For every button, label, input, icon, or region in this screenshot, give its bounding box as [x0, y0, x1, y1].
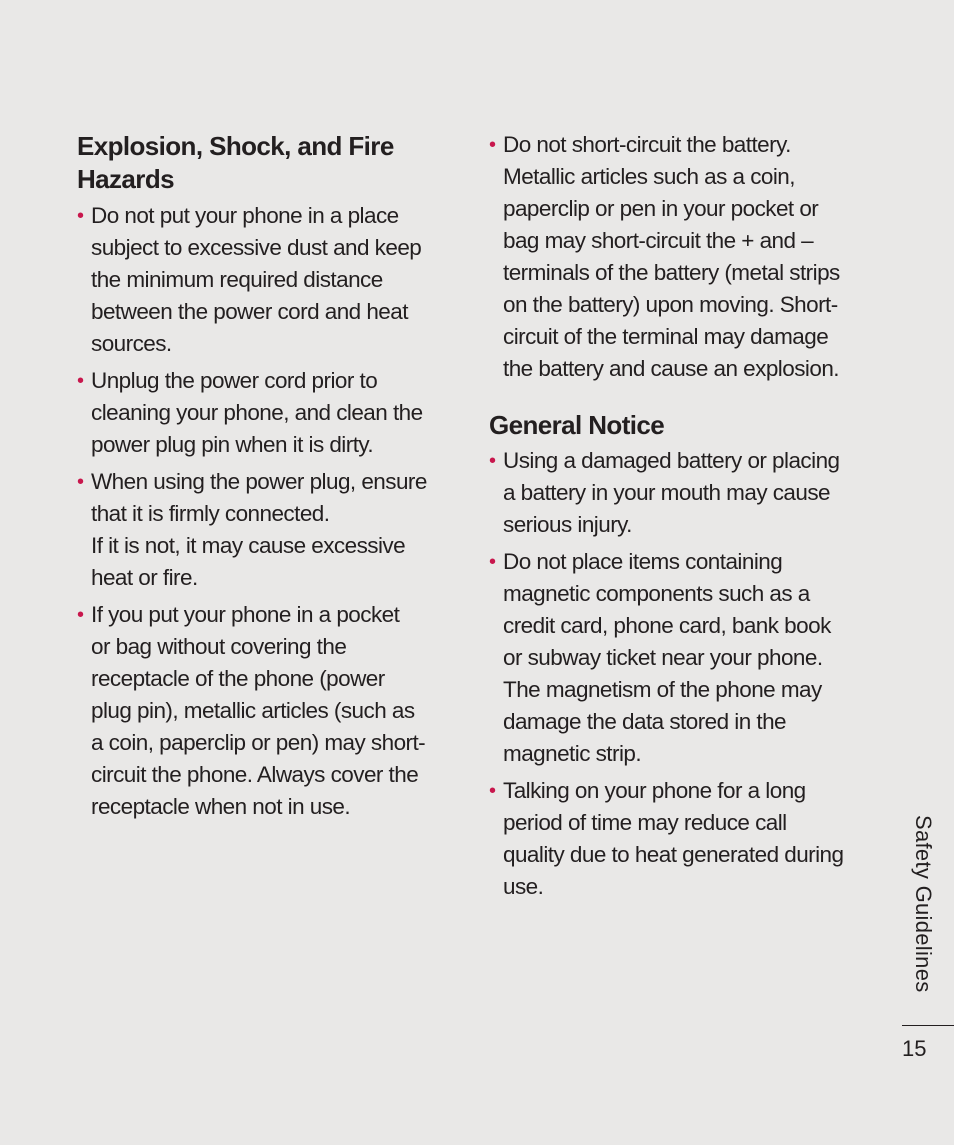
bullet-icon: •	[489, 134, 496, 156]
bullet-icon: •	[77, 604, 84, 626]
bullet-icon: •	[489, 780, 496, 802]
bullet-icon: •	[77, 205, 84, 227]
list-item: • Do not place items containing magnetic components such as a credit card, phone card, bank book or subway ticket near your phone. The magnetism of the phone may damage the data stored in the magnetic strip.	[489, 546, 874, 770]
bullet-icon: •	[77, 471, 84, 493]
section-tab-title: Safety Guidelines	[911, 815, 936, 993]
bullet-icon: •	[77, 370, 84, 392]
page-divider	[902, 1025, 954, 1026]
section-heading-explosion: Explosion, Shock, and Fire Hazards	[77, 131, 394, 194]
list-item: • If you put your phone in a pocket or bag without covering the receptacle of the phone (power plug pin), metallic articles (such as a coin, paperclip or pen) may short- circuit the phone. Always cover the receptacle when not in use.	[77, 599, 449, 823]
section-heading-general-notice: General Notice	[489, 410, 665, 440]
explosion-bullet-list	[77, 200, 449, 828]
battery-bullet-list	[489, 129, 874, 390]
list-item: • When using the power plug, ensure that it is firmly connected. If it is not, it may cause excessive heat or fire.	[77, 466, 449, 594]
list-item: • Do not put your phone in a place subject to excessive dust and keep the minimum required distance between the power cord and heat sources.	[77, 200, 449, 360]
list-item: • Using a damaged battery or placing a battery in your mouth may cause serious injury.	[489, 445, 874, 541]
bullet-icon: •	[489, 450, 496, 472]
list-item: • Unplug the power cord prior to cleaning your phone, and clean the power plug pin when it is dirty.	[77, 365, 449, 461]
page-number: 15	[902, 1036, 927, 1061]
list-item: • Do not short-circuit the battery. Metallic articles such as a coin, paperclip or pen in your pocket or bag may short-circuit the + and – terminals of the battery (metal strips on the battery) upon moving. Short- circuit of the terminal may damage the battery and cause an explosion.	[489, 129, 874, 385]
bullet-icon: •	[489, 551, 496, 573]
list-item: • Talking on your phone for a long period of time may reduce call quality due to heat generated during use.	[489, 775, 874, 903]
general-notice-bullet-list	[489, 445, 874, 908]
